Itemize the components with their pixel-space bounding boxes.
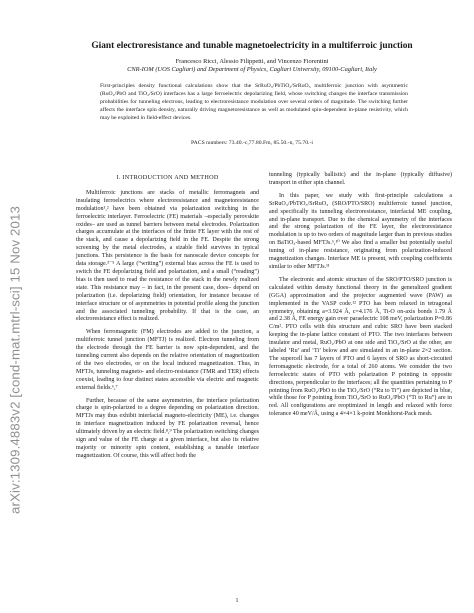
- abstract: First-principles density functional calculations show that the SrRuO₃/PbTiO₃/SrRuO₃ multiferroic junction with asymmetric (RuO₂/PbO and TiO₂/SrO) interfaces has a large ferroelectric depolarizing field, whose switching changes the interface transmission probabilities for tunneling electrons, leading to electroresistance modulation over several orders of magnitude. The switching further affects the interface spin density, naturally driving magnetoresistance as well as modulated spin-dependent in-plane resistivity, which may be exploited in field-effect devices.: [100, 83, 408, 121]
- paragraph: In this paper, we study with first-principle calculations a SrRuO₃/PbTiO₃/SrRuO₃ (SRO/PTO/SRO) multiferroic tunnel junction, and specifically its tunneling electroresistance, interfacial ME coupling, and in-plane transport. Due to the chemical asymmetry of the interfaces and the strong polarization of the FE layer, the electroresistance modulation is up to two orders of magnitude larger than in previous studies on BaTiO₃-based MFTJs.⁶,¹⁰ We also find a smaller but potentially useful tuning of in-plane resistance, originating from polarization-induced magnetization changes. Interface ME is present, with coupling coefficients similar to other MFTJs.¹¹: [269, 192, 452, 270]
- right-column: [269, 172, 452, 424]
- arxiv-stamp: [2, 150, 28, 570]
- arxiv-stamp-text: arXiv:1309.4883v2 [cond-mat.mtrl-sci] 15 Nov 2013: [7, 206, 23, 514]
- page-number: 1: [235, 598, 239, 604]
- affiliation: CNR-IOM (UOS Cagliari) and Department of Physics, Cagliari University, 09100-Cagliari, Italy: [127, 66, 377, 73]
- paragraph: When ferromagnetic (FM) electrodes are added to the junction, a multiferroic tunnel junction (MFTJ) is realized. Electron tunneling from the electrode through the FE barrier is now spin-dependent, and the tunneling current also depends on the relative orientation of magnetization of the two electrodes, or on the local induced magnetization. Thus, in MFTJs, tunneling magneto- and electro-resistance (TMR and TER) effects coexist, leading to four distinct states accessible via electric and magnetic external fields.⁶,⁷: [76, 329, 259, 391]
- paragraph: tunneling (typically ballistic) and the in-plane (typically diffusive) transport in either spin channel.: [269, 172, 452, 186]
- paragraph: Multiferroic junctions are stacks of metallic ferromagnets and insulating ferroelectrics where electroresistance and magnetoresistance modulation¹,² have been obtained via polarization switching in the ferroelectric interlayer. Ferroelectric (FE) materials –especially perovskite oxides– are used as tunnel barriers between metal electrodes. Polarization charges accumulate at the interfaces of the finite FE layer with the rest of the stack, and cause a depolarizing field in the FE. Despite the strong screening by the metal electrodes, a sizable field survives in typical junctions. This persistence is the basis for nanoscale device concepts for data storage.³⁻⁵ A large (“writing”) external bias across the FE is used to switch the FE depolarizing field and polarization, and a small (“reading”) bias is then used to read the resistance of the stack in the newly realized state. This resistance may – in fact, in the present case, does– depend on polarization (i.e. depolarizing field) orientation, for instance because of interface structure or of asymmetries in potential profile along the junction and the associated tunneling probability. If that is the case, an electroresistance effect is realized.: [76, 189, 259, 323]
- authors: Francesco Ricci, Alessio Filippetti, and Vincenzo Fiorentini: [175, 58, 329, 65]
- paper-header: [52, 40, 452, 73]
- paragraph: The electronic and atomic structure of the SRO/PTO/SRO junction is calculated within density functional theory in the generalized gradient (GGA) approximation and the projector augmented wave (PAW) as implemented in the VASP code.¹² PTO has been relaxed in tetragonal symmetry, obtaining a=3.924 Å, c=4.176 Å, Ti-O on-axis bonds 1.79 Å and 2.38 Å, FE energy gain over paraelectric 108 meV, polarization P=0.86 C/m². PTO cells with this structure and cubic SRO have been stacked keeping the in-plane lattice constant of PTO. The two interfaces between insulator and metal, RuO₂/PbO at one side and TiO₂/SrO at the other, are labeled ‘Ru’ and ‘Ti’ below and are simulated in an in-plane 2×2 section. The supercell has 7 layers of PTO and 6 layers of SRO as short-circuited ferromagnetic electrode, for a total of 260 atoms. We consider the two ferroelectric states of PTO with polarization P pointing in opposite directions, perpendicular to the interfaces; all the quantities pertaining to P pointing from RuO₂/PbO to the TiO₂/SrO (“Ru to Ti”) are depicted in blue, while those for P pointing from TiO₂/SrO to RuO₂/PbO (“Ti to Ru”) are in red. All configurations are reoptimized in length and relaxed with force tolerance 40 meV/Å, using a 4×4×1 k-point Monkhorst-Pack mesh.: [269, 276, 452, 418]
- paragraph: Further, because of the same asymmetries, the interface polarization charge is spin-polarized to a degree depending on polarization direction. MFTJs may thus exhibit interfacial magneto-electricity (ME), i.e. changes in interface magnetization induced by FE polarization reversal, hence ultimately driven by an electric field.⁸,⁹ The polarization switching changes sign and value of the FE charge at a given interface, but also its relative majority or minority spin content, establishing a tunable interface magnetization. Of course, this will affect both the: [76, 397, 259, 459]
- left-column: [76, 172, 259, 466]
- paper-title: Giant electroresistance and tunable magnetoelectricity in a multiferroic junction: [91, 41, 413, 51]
- pacs-numbers: PACS numbers: 73.40.-c,77.80.Fm, 85.50.-n, 75.70.-i: [191, 140, 313, 146]
- section-title: I. INTRODUCTION AND METHOD: [116, 174, 219, 181]
